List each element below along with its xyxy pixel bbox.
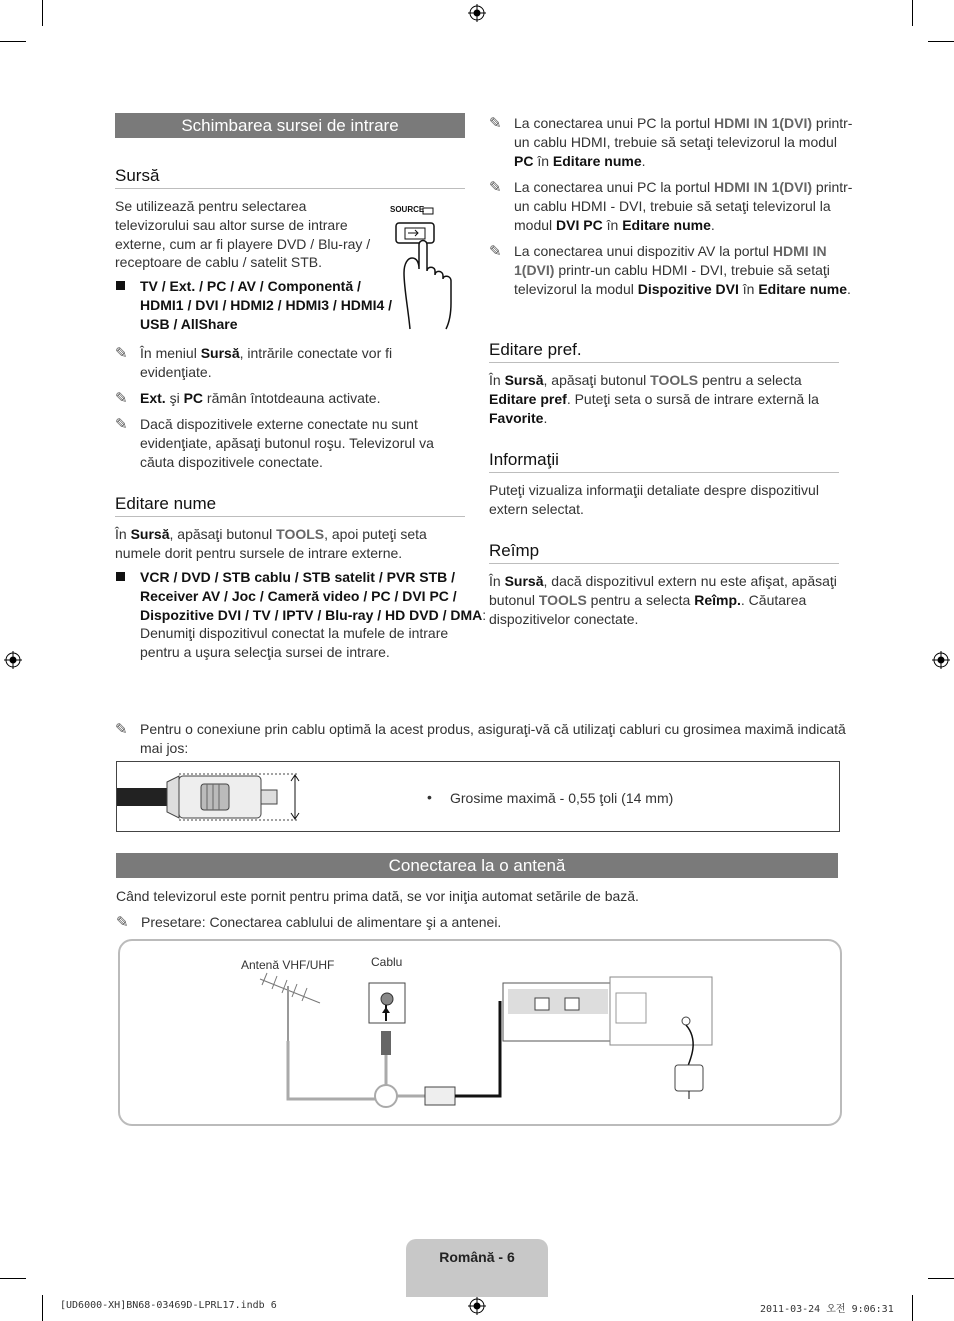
registration-mark-icon bbox=[468, 4, 486, 22]
pencil-note-icon: ✎ bbox=[116, 914, 129, 931]
source-list-text: TV / Ext. / PC / AV / Componentă / HDMI1 / DVI / HDMI2 / HDMI3 / HDMI4 / USB / AllShare bbox=[140, 278, 393, 332]
pencil-note-icon: ✎ bbox=[489, 115, 502, 132]
port-name: HDMI IN 1(DVI) bbox=[514, 243, 827, 278]
bullet-square-icon bbox=[116, 281, 125, 290]
cable-spec-text: Grosime maximă - 0,55 ţoli (14 mm) bbox=[450, 790, 674, 806]
crop-mark bbox=[912, 0, 913, 26]
source-button-label: SOURCE bbox=[390, 205, 425, 214]
note-text: , intrările conectate vor fi evidenţiate. bbox=[140, 345, 393, 380]
text-run: printr-un cablu HDMI - DVI, trebuie să setaţi televizorul la modul bbox=[514, 179, 853, 233]
text-run: În bbox=[489, 573, 505, 589]
text-run: În bbox=[115, 526, 131, 542]
reimp-text bbox=[489, 572, 839, 628]
device-names-bullet bbox=[115, 568, 490, 662]
bold-text: Editare nume bbox=[552, 152, 642, 169]
text-run: printr-un cablu HDMI, trebuie să setaţi televizorul la modul bbox=[514, 115, 853, 150]
antenna-connection-diagram bbox=[120, 941, 840, 1124]
text-run: . Puteţi seta o sursă de intrare externă la bbox=[566, 390, 819, 407]
note-cable-thickness bbox=[115, 720, 860, 758]
text-run: , apăsaţi butonul bbox=[169, 526, 277, 542]
text-run: printr-un cablu HDMI - DVI, trebuie să setaţi televizorul la modul bbox=[514, 261, 830, 297]
section-title-input-source: Schimbarea sursei de intrare bbox=[115, 113, 465, 138]
bold-text: Sursă bbox=[504, 372, 544, 388]
bullet-dot: • bbox=[427, 789, 432, 805]
editare-pref-text bbox=[489, 371, 839, 427]
informatii-text: Puteţi vizualiza informaţii detaliate despre dispozitivul extern selectat. bbox=[489, 482, 819, 517]
tools-button-text: TOOLS bbox=[276, 526, 325, 542]
note-hdmi-pc bbox=[489, 114, 859, 170]
note-text: În meniul bbox=[140, 345, 201, 361]
note-text: Dacă dispozitivele externe conectate nu sunt evidenţiate, apăsaţi butonul roşu. Televizorul va căuta dispozitivele conectate. bbox=[140, 416, 434, 470]
text-run: , apăsaţi butonul bbox=[543, 372, 651, 388]
cable-plug-icon bbox=[117, 762, 317, 831]
heading-sursa: Sursă bbox=[115, 166, 465, 189]
text-run: . bbox=[641, 152, 646, 169]
bold-text: DVI PC bbox=[556, 216, 603, 233]
cable-spec-box bbox=[116, 761, 840, 832]
note-sursa-highlight bbox=[115, 344, 402, 382]
pencil-note-icon: ✎ bbox=[489, 179, 502, 196]
label-cable: Cablu bbox=[371, 955, 403, 969]
crop-mark bbox=[0, 41, 26, 42]
bold-text: Editare pref bbox=[489, 390, 567, 407]
pencil-note-icon: ✎ bbox=[115, 416, 128, 433]
note-text: şi bbox=[165, 390, 184, 406]
note-bold-text: Sursă bbox=[200, 345, 240, 361]
heading-editare-nume: Editare nume bbox=[115, 494, 465, 517]
device-names-list: VCR / DVD / STB cablu / STB satelit / PVR STB / Receiver AV / Joc / Cameră video / PC / DVI PC / Dispozitive DVI / TV / IPTV / Blu-ray / HD DVD / DMA bbox=[140, 569, 483, 623]
crop-mark bbox=[42, 1295, 43, 1321]
tools-button-text: TOOLS bbox=[538, 591, 587, 608]
text-run: , dacă dispozitivul extern nu este afişat, apăsaţi butonul bbox=[489, 573, 837, 608]
text-run: În bbox=[489, 372, 505, 388]
bold-text: PC bbox=[514, 152, 534, 169]
note-preset bbox=[116, 913, 861, 932]
text-run: în bbox=[738, 280, 759, 297]
antenna-diagram-box bbox=[118, 939, 842, 1126]
section-title-antenna: Conectarea la o antenă bbox=[116, 853, 838, 878]
bold-text: Sursă bbox=[504, 573, 544, 589]
pencil-note-icon: ✎ bbox=[115, 721, 128, 738]
note-bold-text: PC bbox=[183, 390, 204, 406]
text-run: La conectarea unui dispozitiv AV la portul bbox=[514, 243, 773, 259]
bold-text: Reîmp. bbox=[694, 591, 741, 608]
text-run: . bbox=[847, 280, 851, 297]
port-name: HDMI IN 1(DVI) bbox=[714, 115, 813, 131]
bullet-square-icon bbox=[116, 572, 125, 581]
text-run: La conectarea unui PC la portul bbox=[514, 179, 715, 195]
antenna-intro: Când televizorul este pornit pentru prima dată, se vor iniţia automat setările de bază. bbox=[116, 888, 639, 904]
note-text: Presetare: Conectarea cablului de alimentare şi a antenei. bbox=[141, 914, 502, 930]
registration-mark-icon bbox=[468, 1297, 486, 1315]
registration-mark-icon bbox=[4, 651, 22, 669]
note-ext-pc bbox=[115, 389, 470, 408]
text-run: La conectarea unui PC la portul bbox=[514, 115, 715, 131]
heading-editare-pref: Editare pref. bbox=[489, 340, 839, 363]
registration-mark-icon bbox=[932, 651, 950, 669]
source-list-bullet bbox=[115, 277, 402, 333]
file-info: [UD6000-XH]BN68-03469D-LPRL17.indb 6 bbox=[60, 1300, 277, 1311]
note-text: Pentru o conexiune prin cablu optimă la acest produs, asiguraţi-vă că utilizaţi cabluri cu grosimea maximă indicată mai jos: bbox=[140, 721, 846, 756]
antenna-icon bbox=[260, 973, 320, 1091]
page-number-tab bbox=[406, 1239, 548, 1297]
crop-mark bbox=[912, 1295, 913, 1321]
sursa-intro: Se utilizează pentru selectarea televizorului sau altor surse de intrare externe, cum ar fi playere DVD / Blu-ray / receptoare de cablu / satelit STB. bbox=[115, 198, 371, 271]
text-run: , apoi puteţi seta numele dorit pentru sursele de intrare externe. bbox=[115, 526, 427, 561]
heading-reimp: Reîmp bbox=[489, 541, 839, 564]
note-bold-text: Ext. bbox=[140, 390, 166, 406]
tv-back-panel-icon bbox=[503, 977, 712, 1045]
note-hdmi-dvi-av bbox=[489, 242, 859, 298]
crop-mark bbox=[0, 1278, 26, 1279]
crop-mark bbox=[42, 0, 43, 26]
device-names-description: : Denumiţi dispozitivul conectat la mufele de intrare pentru a uşura selecţia sursei de intrare. bbox=[140, 606, 487, 661]
text-run: . bbox=[543, 409, 548, 426]
bold-text: Dispozitive DVI bbox=[637, 280, 739, 297]
heading-informatii: Informaţii bbox=[489, 450, 839, 473]
text-run: . bbox=[710, 216, 715, 233]
bold-text: Favorite bbox=[489, 409, 544, 426]
text-run: în bbox=[602, 216, 623, 233]
label-antenna: Antenă VHF/UHF bbox=[241, 958, 335, 972]
crop-mark bbox=[928, 1278, 954, 1279]
note-hdmi-dvi-pc bbox=[489, 178, 859, 234]
text-run: pentru a selecta bbox=[698, 372, 802, 388]
note-red-button bbox=[115, 415, 470, 471]
print-timestamp: 2011-03-24 오전 9:06:31 bbox=[760, 1304, 894, 1315]
text-run: . Căutarea dispozitivelor conectate. bbox=[489, 591, 807, 627]
page-label: Română - 6 bbox=[439, 1249, 515, 1265]
bold-text: Editare nume bbox=[622, 216, 711, 233]
bold-text: Editare nume bbox=[758, 280, 848, 297]
wall-cable-outlet-icon bbox=[369, 983, 405, 1086]
pencil-note-icon: ✎ bbox=[489, 243, 502, 260]
bold-text: Sursă bbox=[130, 526, 170, 542]
tools-button-text: TOOLS bbox=[650, 372, 699, 388]
crop-mark bbox=[928, 41, 954, 42]
editare-nume-text bbox=[115, 525, 460, 563]
pencil-note-icon: ✎ bbox=[115, 345, 128, 362]
text-run: în bbox=[533, 152, 553, 169]
text-run: pentru a selecta bbox=[586, 591, 695, 608]
port-name: HDMI IN 1(DVI) bbox=[714, 179, 813, 195]
pencil-note-icon: ✎ bbox=[115, 390, 128, 407]
note-text: rămân întotdeauna activate. bbox=[203, 390, 381, 406]
